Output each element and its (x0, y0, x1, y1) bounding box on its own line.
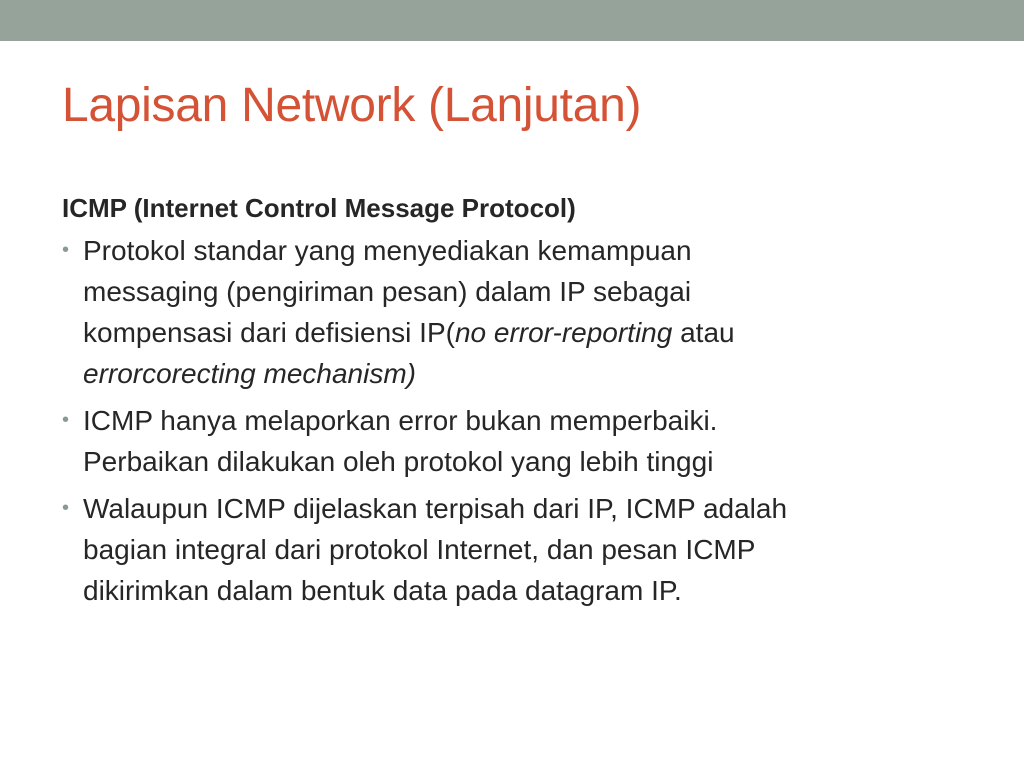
bullet-item-protokol (62, 230, 962, 394)
slide-title: Lapisan Network (Lanjutan) (62, 79, 642, 132)
bullet-item-icmp-error (62, 400, 962, 482)
bullet-line: Perbaikan dilakukan oleh protokol yang lebih tinggi (83, 446, 714, 477)
bullet-line-italic: errorcorecting mechanism) (83, 358, 416, 389)
bullet-italic-segment: no error-reporting (454, 317, 673, 348)
bullet-text-segment: kompensasi dari defisiensi IP( (83, 317, 455, 348)
bullet-dot-icon: • (62, 409, 70, 431)
bullet-line: bagian integral dari protokol Internet, dan pesan ICMP (83, 534, 756, 565)
bullet-dot-icon: • (62, 497, 70, 519)
bullet-item-icmp-integral (62, 488, 962, 611)
bullet-line: Walaupun ICMP dijelaskan terpisah dari IP, ICMP adalah (83, 493, 788, 524)
bullet-line-mixed (83, 312, 962, 353)
bullet-line: dikirimkan dalam bentuk data pada datagram IP. (83, 575, 682, 606)
slide-content (62, 190, 962, 617)
top-accent-bar (0, 0, 1024, 41)
bullet-list (62, 230, 962, 611)
section-subheading: ICMP (Internet Control Message Protocol) (62, 193, 576, 223)
bullet-text-segment: atau (672, 317, 735, 348)
bullet-line: ICMP hanya melaporkan error bukan memperbaiki. (83, 405, 718, 436)
bullet-line: messaging (pengiriman pesan) dalam IP sebagai (83, 276, 692, 307)
bullet-line: Protokol standar yang menyediakan kemampuan (83, 235, 692, 266)
bullet-dot-icon: • (62, 239, 70, 261)
